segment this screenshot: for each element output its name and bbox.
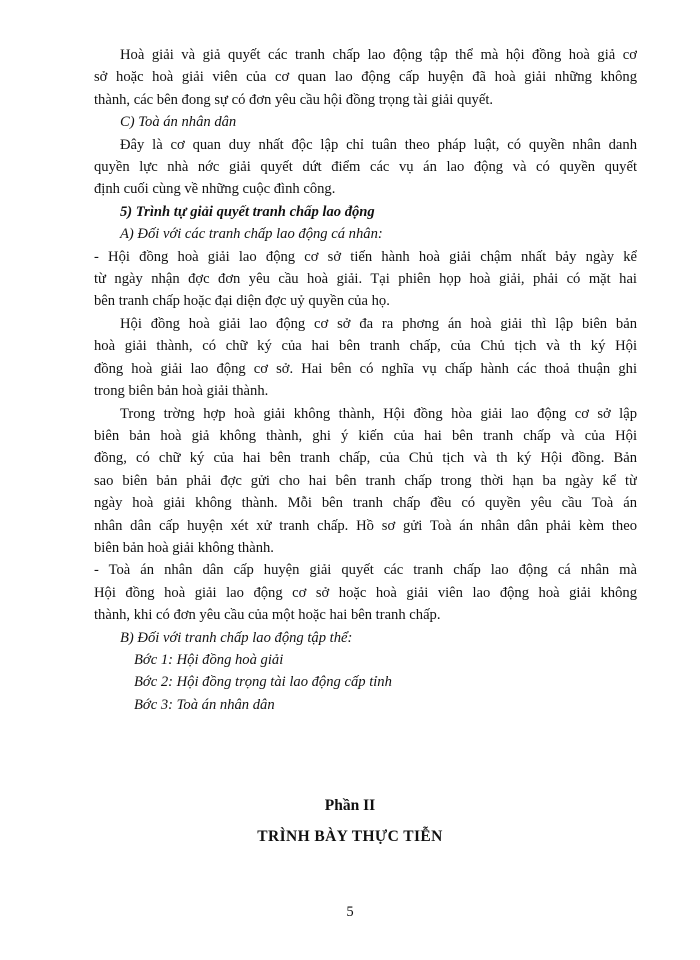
text-line: nhân dân cấp huyện xét xử tranh chấp. Hồ sơ gửi Toà án nhân dân phải kèm theo xyxy=(94,517,637,534)
text-line: bên tranh chấp hoặc đại diện đợc uỷ quyền của họ. xyxy=(94,293,390,310)
text-line: Hội đồng hoà giải lao động cơ sở đa ra phơng án hoà giải thì lập biên bản xyxy=(120,315,637,332)
text-line: biên bản hoà giả không thành, ghi ý kiến của hai bên tranh chấp và của Hội xyxy=(94,427,637,444)
text-line: Hoà giải và giả quyết các tranh chấp lao động tập thể mà hội đồng hoà giả cơ xyxy=(120,47,637,63)
text-line: Hội đồng hoà giải lao động cơ sở hoặc hoà giải viên lao động hoà giải không xyxy=(94,584,637,601)
paragraph-conciliation-deadline xyxy=(94,246,637,313)
text-line: sao biên bản phải đợc gửi cho hai bên tranh chấp trong thời hạn ba ngày kể từ xyxy=(94,472,637,489)
text-line: định cuối cùng về những cuộc đình công. xyxy=(94,181,336,198)
text-line: quyền lực nhà nớc giải quyết dứt điểm các vụ án lao động và có quyền quyết xyxy=(94,159,637,176)
text-line: hoà giải thành, có chữ ký của hai bên tranh chấp, của Chủ tịch và th ký Hội xyxy=(94,338,637,355)
heading-collective-disputes: B) Đối với tranh chấp lao động tập thể: xyxy=(120,629,353,646)
heading-individual-disputes: A) Đối với các tranh chấp lao động cá nhân: xyxy=(120,226,383,243)
text-line: đồng, có chữ ký của hai bên tranh chấp, của Chủ tịch và th ký Hội đồng. Bản xyxy=(94,450,637,467)
text-line: từ ngày nhận đợc đơn yêu cầu hoà giải. Tại phiên họp hoà giải, phải có mặt hai xyxy=(94,271,637,288)
text-line: thành, các bên đong sự có đơn yêu cầu hội đồng trọng tài giải quyết. xyxy=(94,91,494,108)
text-line: trong biên bản hoà giải thành. xyxy=(94,383,269,400)
paragraph-conciliation-success xyxy=(94,313,637,403)
paragraph-arbitration-council xyxy=(94,44,637,111)
paragraph-conciliation-failure xyxy=(94,403,637,560)
text-line: Đây là cơ quan duy nhất độc lập chỉ tuân theo pháp luật, có quyền nhân danh xyxy=(120,136,637,153)
text-line: thành, khi có đơn yêu cầu của một hoặc hai bên tranh chấp. xyxy=(94,607,441,624)
text-line: sở hoặc hoà giải viên của cơ quan lao động cấp huyện đã hoà giải những không xyxy=(94,69,637,86)
steps-list xyxy=(94,649,637,716)
part-title: TRÌNH BÀY THỰC TIỄN xyxy=(257,828,443,845)
text-line: ngày hoà giải không thành. Mỗi bên tranh chấp đều có quyền yêu cầu Toà án xyxy=(94,495,637,512)
page-number: 5 xyxy=(346,904,354,920)
text-line: - Toà án nhân dân cấp huyện giải quyết các tranh chấp lao động cá nhân mà xyxy=(94,562,637,579)
text-line: Trong trờng hợp hoà giải không thành, Hội đồng hòa giải lao động cơ sở lập xyxy=(120,405,637,422)
paragraph-court xyxy=(94,134,637,201)
step-item: Bớc 1: Hội đồng hoà giải xyxy=(134,651,284,668)
heading-procedure: 5) Trình tự giải quyết tranh chấp lao động xyxy=(120,203,375,220)
part-label: Phần II xyxy=(324,797,376,814)
text-line: đồng hoà giải lao động cơ sở. Hai bên có nghĩa vụ chấp hành các thoả thuận ghi xyxy=(94,360,637,377)
paragraph-district-court xyxy=(94,559,637,626)
text-line: - Hội đồng hoà giải lao động cơ sở tiến hành hoà giải chậm nhất bảy ngày kể xyxy=(94,248,637,265)
body-text xyxy=(94,44,637,716)
step-item: Bớc 2: Hội đồng trọng tài lao động cấp tỉnh xyxy=(134,674,392,691)
step-item: Bớc 3: Toà án nhân dân xyxy=(134,696,275,713)
heading-court: C) Toà án nhân dân xyxy=(120,114,237,131)
text-line: biên bản hoà giải không thành. xyxy=(94,539,274,556)
